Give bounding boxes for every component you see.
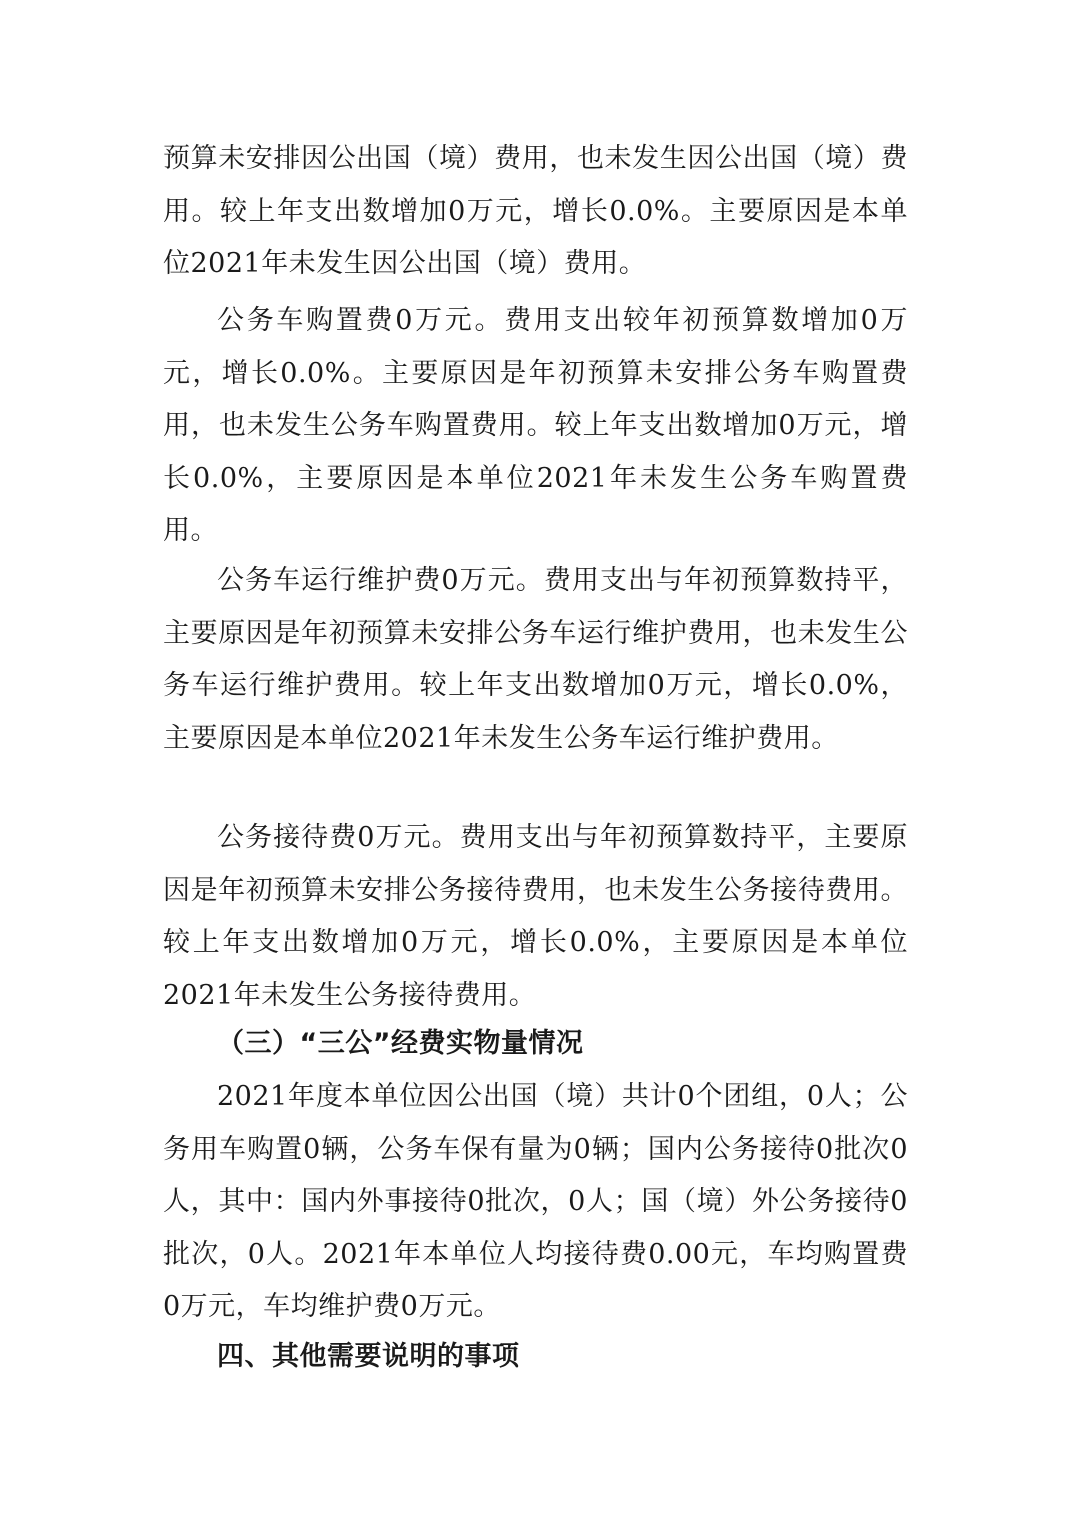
paragraph-official-reception: 公务接待费0万元。费用支出与年初预算数持平，主要原因是年初预算未安排公务接待费用，也未发生公务接待费用。较上年支出数增加0万元，增长0.0%，主要原因是本单位2021年未发生公务接待费用。 <box>163 822 908 1011</box>
paragraph-vehicle-purchase: 公务车购置费0万元。费用支出较年初预算数增加0万元，增长0.0%。主要原因是年初预算未安排公务车购置费用，也未发生公务车购置费用。较上年支出数增加0万元，增长0.0%，主要原因是本单位2021年未发生公务车购置费用。 <box>163 305 908 546</box>
section-heading-other-matters: 四、其他需要说明的事项 <box>217 1341 520 1372</box>
paragraph-physical-quantities: 2021年度本单位因公出国（境）共计0个团组，0人；公务用车购置0辆，公务车保有量为0辆；国内公务接待0批次0人，其中：国内外事接待0批次，0人；国（境）外公务接待0批次，0人。2021年本单位人均接待费0.00元，车均购置费0万元，车均维护费0万元。 <box>163 1081 908 1322</box>
section-heading-physical-quantities: （三）“三公”经费实物量情况 <box>217 1028 584 1059</box>
paragraph-vehicle-maintenance: 公务车运行维护费0万元。费用支出与年初预算数持平，主要原因是年初预算未安排公务车运行维护费用，也未发生公务车运行维护费用。较上年支出数增加0万元，增长0.0%，主要原因是本单位2021年未发生公务车运行维护费用。 <box>163 565 908 754</box>
paragraph-overseas-travel-continued: 预算未安排因公出国（境）费用，也未发生因公出国（境）费用。较上年支出数增加0万元，增长0.0%。主要原因是本单位2021年未发生因公出国（境）费用。 <box>163 143 908 279</box>
